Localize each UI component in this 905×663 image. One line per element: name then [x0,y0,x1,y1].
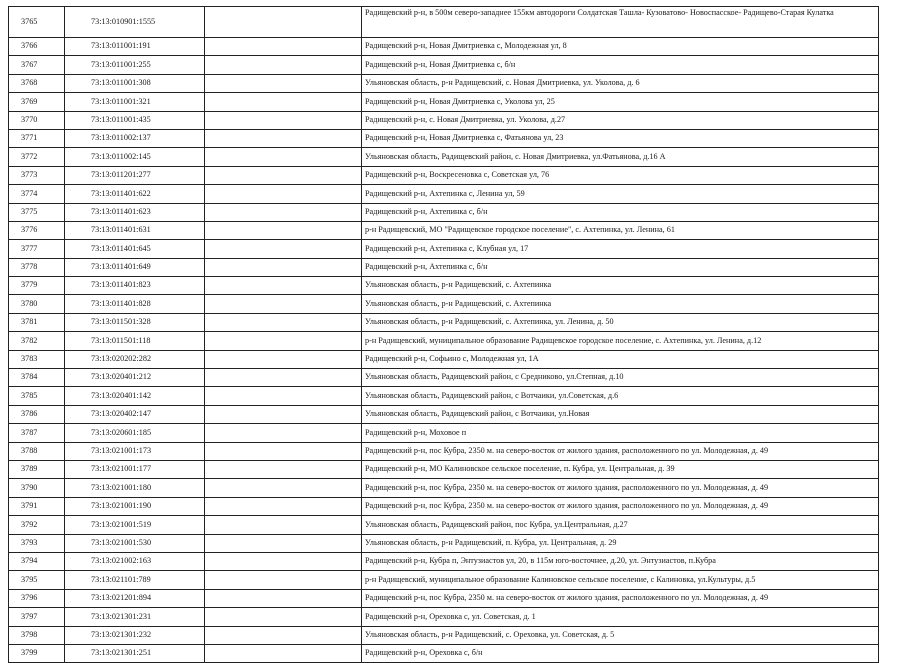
cadastral-number: 73:13:011401:631 [65,221,205,239]
empty-cell [205,148,362,166]
row-number: 3765 [9,7,65,38]
empty-cell [205,497,362,515]
table-row [9,608,879,626]
empty-cell [205,589,362,607]
table-row [9,479,879,497]
row-number: 3788 [9,442,65,460]
table-row [9,129,879,147]
table-row [9,460,879,478]
cadastral-number: 73:13:011002:145 [65,148,205,166]
table-row [9,185,879,203]
empty-cell [205,479,362,497]
empty-cell [205,295,362,313]
address-cell: р-н Радищевский, муниципальное образование Калиновское сельское поселение, с Калиновка, ул.Культуры, д.5 [362,571,879,589]
row-number: 3797 [9,608,65,626]
row-number: 3772 [9,148,65,166]
address-cell: Радищевский р-н, МО Калиновское сельское поселение, п. Кубра, ул. Центральная, д. 39 [362,460,879,478]
table-row [9,497,879,515]
table-row [9,332,879,350]
address-cell: Ульяновская область, р-н Радищевский, с. Ахтепинка, ул. Ленина, д. 50 [362,313,879,331]
row-number: 3799 [9,644,65,662]
empty-cell [205,258,362,276]
table-row [9,166,879,184]
table-row [9,442,879,460]
cadastral-number: 73:13:011401:649 [65,258,205,276]
cadastral-number: 73:13:021001:190 [65,497,205,515]
empty-cell [205,405,362,423]
row-number: 3787 [9,424,65,442]
address-cell: Ульяновская область, Радищевский район, с Вотчаики, ул.Советская, д.6 [362,387,879,405]
row-number: 3775 [9,203,65,221]
table-row [9,56,879,74]
empty-cell [205,277,362,295]
table-row [9,589,879,607]
row-number: 3771 [9,129,65,147]
cadastral-number: 73:13:011401:622 [65,185,205,203]
address-cell: Радищевский р-н, Ахтепинка с, б/н [362,258,879,276]
cadastral-number: 73:13:011401:828 [65,295,205,313]
row-number: 3783 [9,350,65,368]
empty-cell [205,350,362,368]
table-row [9,240,879,258]
empty-cell [205,332,362,350]
table-row [9,258,879,276]
row-number: 3793 [9,534,65,552]
table-row [9,313,879,331]
table-row [9,221,879,239]
cadastral-number: 73:13:010901:1555 [65,7,205,38]
address-cell: Радищевский р-н, Новая Дмитриевка с, Фатьянова ул, 23 [362,129,879,147]
address-cell: Радищевский р-н, Новая Дмитриевка с, Уколова ул, 25 [362,93,879,111]
table-row [9,534,879,552]
address-cell: Ульяновская область, р-н Радищевский, с. Ахтепинка [362,277,879,295]
address-cell: Радищевский р-н, Ореховка с, б/н [362,644,879,662]
empty-cell [205,534,362,552]
address-cell: Ульяновская область, р-н Радищевский, с. Ореховка, ул. Советская, д. 5 [362,626,879,644]
cadastral-number: 73:13:021001:180 [65,479,205,497]
address-cell: Ульяновская область, р-н Радищевский, с. Новая Дмитриевка, ул. Уколова, д. 6 [362,74,879,92]
row-number: 3794 [9,552,65,570]
row-number: 3767 [9,56,65,74]
cadastral-number: 73:13:021201:894 [65,589,205,607]
empty-cell [205,552,362,570]
address-cell: Радищевский р-н, Софьино с, Молодежная ул, 1А [362,350,879,368]
cadastral-number: 73:13:021301:232 [65,626,205,644]
address-cell: Радищевский р-н, с. Новая Дмитриевка, ул. Уколова, д.27 [362,111,879,129]
table-row [9,111,879,129]
address-cell: Радищевский р-н, пос Кубра, 2350 м. на северо-восток от жилого здания, расположенного по ул. Молодежная, д. 49 [362,442,879,460]
row-number: 3798 [9,626,65,644]
address-cell: Радищевский р-н, Моховое п [362,424,879,442]
cadastral-number: 73:13:011501:328 [65,313,205,331]
cadastral-number: 73:13:020401:142 [65,387,205,405]
address-cell: Ульяновская область, р-н Радищевский, с. Ахтепинка [362,295,879,313]
row-number: 3785 [9,387,65,405]
row-number: 3779 [9,277,65,295]
row-number: 3790 [9,479,65,497]
cadastral-number: 73:13:011001:435 [65,111,205,129]
table-row [9,74,879,92]
row-number: 3776 [9,221,65,239]
address-cell: Радищевский р-н, Ореховка с, ул. Советская, д. 1 [362,608,879,626]
address-cell: Ульяновская область, Радищевский район, с Средниково, ул.Степная, д.10 [362,369,879,387]
address-cell: Радищевский р-н, в 500м северо-западнее 155км автодороги Солдатская Ташла- Кузоватово- Новоспасское- Радищево-Старая Кулатка [362,7,879,38]
empty-cell [205,74,362,92]
row-number: 3778 [9,258,65,276]
address-cell: р-н Радищевский, муниципальное образование Радищевское городское поселение, с. Ахтепинка, ул. Ленина, д.12 [362,332,879,350]
address-cell: Радищевский р-н, Новая Дмитриевка с, Молодежная ул, 8 [362,38,879,56]
table-row [9,387,879,405]
table-row [9,644,879,662]
address-cell: Радищевский р-н, пос Кубра, 2350 м. на северо-восток от жилого здания, расположенного по ул. Молодежная, д. 49 [362,479,879,497]
cadastral-number: 73:13:021101:789 [65,571,205,589]
table-row [9,7,879,38]
row-number: 3766 [9,38,65,56]
table-row [9,405,879,423]
cadastral-number: 73:13:011002:137 [65,129,205,147]
row-number: 3781 [9,313,65,331]
cadastral-number: 73:13:020402:147 [65,405,205,423]
cadastral-number: 73:13:021001:519 [65,516,205,534]
address-cell: Радищевский р-н, Кубра п, Энтузиастов ул, 20, в 115м юго-восточнее, д.20, ул. Энтузиастов, п.Кубра [362,552,879,570]
cadastral-number: 73:13:011401:623 [65,203,205,221]
table-body [9,7,879,663]
cadastral-number: 73:13:011001:255 [65,56,205,74]
empty-cell [205,56,362,74]
address-cell: Радищевский р-н, Ахтепинка с, Клубная ул, 17 [362,240,879,258]
address-cell: Радищевский р-н, пос Кубра, 2350 м. на северо-восток от жилого здания, расположенного по ул. Молодежная, д. 49 [362,589,879,607]
cadastral-number: 73:13:011001:191 [65,38,205,56]
address-cell: р-н Радищевский, МО "Радищевское городское поселение", с. Ахтепинка, ул. Ленина, 61 [362,221,879,239]
cadastral-number: 73:13:020202:282 [65,350,205,368]
row-number: 3769 [9,93,65,111]
table-row [9,350,879,368]
table-row [9,93,879,111]
table-row [9,369,879,387]
row-number: 3789 [9,460,65,478]
address-cell: Радищевский р-н, пос Кубра, 2350 м. на северо-восток от жилого здания, расположенного по ул. Молодежная, д. 49 [362,497,879,515]
row-number: 3777 [9,240,65,258]
cadastral-number: 73:13:020601:185 [65,424,205,442]
address-cell: Радищевский р-н, Воскресеновка с, Советская ул, 76 [362,166,879,184]
empty-cell [205,166,362,184]
empty-cell [205,221,362,239]
empty-cell [205,38,362,56]
table-row [9,277,879,295]
table-row [9,571,879,589]
address-cell: Ульяновская область, Радищевский район, с Вотчаики, ул.Новая [362,405,879,423]
empty-cell [205,203,362,221]
property-table [8,6,879,663]
address-cell: Ульяновская область, Радищевский район, с. Новая Дмитриевка, ул.Фатьянова, д.16 А [362,148,879,166]
empty-cell [205,571,362,589]
row-number: 3782 [9,332,65,350]
empty-cell [205,240,362,258]
row-number: 3780 [9,295,65,313]
table-row [9,203,879,221]
row-number: 3795 [9,571,65,589]
cadastral-number: 73:13:021301:231 [65,608,205,626]
table-row [9,38,879,56]
cadastral-number: 73:13:021301:251 [65,644,205,662]
cadastral-number: 73:13:011501:118 [65,332,205,350]
cadastral-number: 73:13:021001:177 [65,460,205,478]
table-row [9,295,879,313]
row-number: 3791 [9,497,65,515]
address-cell: Ульяновская область, Радищевский район, пос Кубра, ул.Центральная, д.27 [362,516,879,534]
empty-cell [205,626,362,644]
row-number: 3792 [9,516,65,534]
row-number: 3784 [9,369,65,387]
address-cell: Радищевский р-н, Ахтепинка с, Ленина ул, 59 [362,185,879,203]
empty-cell [205,387,362,405]
empty-cell [205,460,362,478]
empty-cell [205,313,362,331]
table-row [9,552,879,570]
empty-cell [205,516,362,534]
row-number: 3768 [9,74,65,92]
address-cell: Радищевский р-н, Новая Дмитриевка с, б/н [362,56,879,74]
empty-cell [205,93,362,111]
cadastral-number: 73:13:021001:530 [65,534,205,552]
empty-cell [205,369,362,387]
address-cell: Радищевский р-н, Ахтепинка с, б/н [362,203,879,221]
row-number: 3796 [9,589,65,607]
cadastral-number: 73:13:011201:277 [65,166,205,184]
cadastral-number: 73:13:021002:163 [65,552,205,570]
registry-sheet [8,6,878,663]
empty-cell [205,424,362,442]
empty-cell [205,644,362,662]
empty-cell [205,7,362,38]
cadastral-number: 73:13:020401:212 [65,369,205,387]
table-row [9,148,879,166]
cadastral-number: 73:13:011001:308 [65,74,205,92]
table-row [9,626,879,644]
address-cell: Ульяновская область, р-н Радищевский, п. Кубра, ул. Центральная, д. 29 [362,534,879,552]
cadastral-number: 73:13:021001:173 [65,442,205,460]
empty-cell [205,185,362,203]
table-row [9,516,879,534]
empty-cell [205,442,362,460]
row-number: 3774 [9,185,65,203]
cadastral-number: 73:13:011401:823 [65,277,205,295]
empty-cell [205,608,362,626]
row-number: 3786 [9,405,65,423]
cadastral-number: 73:13:011001:321 [65,93,205,111]
row-number: 3770 [9,111,65,129]
row-number: 3773 [9,166,65,184]
empty-cell [205,129,362,147]
empty-cell [205,111,362,129]
cadastral-number: 73:13:011401:645 [65,240,205,258]
table-row [9,424,879,442]
